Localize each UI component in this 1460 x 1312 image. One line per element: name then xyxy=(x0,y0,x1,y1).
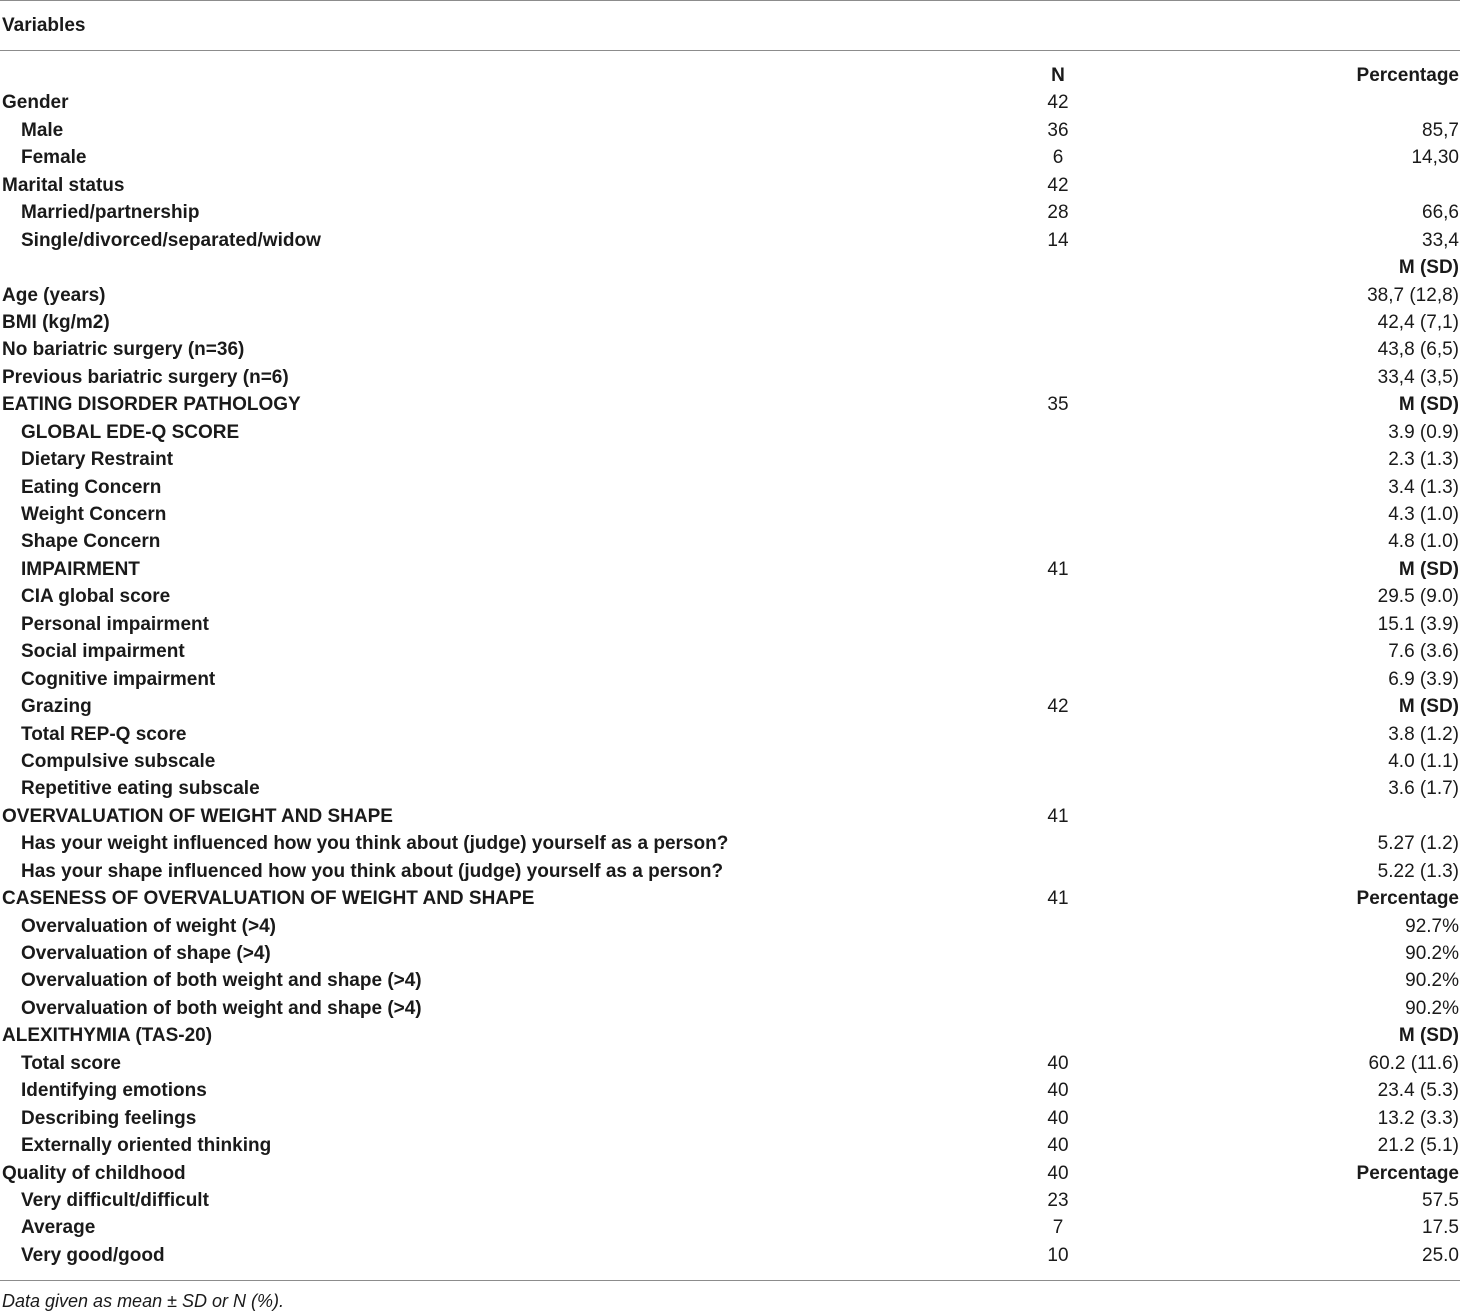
row-label: Overvaluation of shape (>4) xyxy=(21,943,271,964)
table-row xyxy=(0,172,1460,199)
row-label: GLOBAL EDE-Q SCORE xyxy=(21,421,240,443)
table-row xyxy=(0,940,1460,967)
row-label: ALEXITHYMIA (TAS-20) xyxy=(2,1025,213,1047)
row-label: Describing feelings xyxy=(21,1107,197,1129)
row-n-value: 28 xyxy=(1047,202,1069,224)
table-row xyxy=(0,885,1460,912)
table-row xyxy=(0,830,1460,857)
row-label: Externally oriented thinking xyxy=(21,1135,272,1157)
table-row xyxy=(0,638,1460,665)
top-rule xyxy=(0,0,1460,1)
table-row xyxy=(0,1050,1460,1077)
row-label: Male xyxy=(21,119,64,141)
row-value: 42,4 (7,1) xyxy=(1377,311,1459,333)
row-label: Single/divorced/separated/widow xyxy=(21,229,321,251)
row-label: CASENESS OF OVERVALUATION OF WEIGHT AND SHAPE xyxy=(2,888,535,910)
row-label: CIA global score xyxy=(21,586,171,608)
row-n-value: 36 xyxy=(1047,119,1069,141)
row-label: Eating Concern xyxy=(21,476,162,498)
row-label: Shape Concern xyxy=(21,531,161,553)
row-n-value: 10 xyxy=(1047,1244,1069,1266)
row-n-value: 40 xyxy=(1047,1052,1069,1074)
row-label: OVERVALUATION OF WEIGHT AND SHAPE xyxy=(2,805,393,827)
row-label: Compulsive subscale xyxy=(21,750,216,772)
row-label: No bariatric surgery (n=36) xyxy=(2,339,245,361)
row-n-value: 40 xyxy=(1047,1080,1069,1102)
row-value: 66,6 xyxy=(1422,202,1459,224)
row-value: Percentage xyxy=(1356,1162,1459,1184)
table-row xyxy=(0,1160,1460,1187)
row-value: Percentage xyxy=(1356,888,1459,910)
row-label: Very difficult/difficult xyxy=(21,1189,209,1211)
row-label: Female xyxy=(21,147,87,169)
row-label: Average xyxy=(21,1217,96,1239)
row-value: 4.0 (1.1) xyxy=(1388,750,1459,772)
row-label: Married/partnership xyxy=(21,202,200,224)
table-row xyxy=(0,995,1460,1022)
row-label: Total score xyxy=(21,1052,121,1074)
table-row xyxy=(0,1187,1460,1214)
row-label: Overvaluation of both weight and shape (>4) xyxy=(21,997,422,1019)
table-row xyxy=(0,1022,1460,1049)
row-n-value: 7 xyxy=(1052,1217,1064,1239)
table-row xyxy=(0,748,1460,775)
bottom-rule xyxy=(0,1280,1460,1281)
table-row xyxy=(0,309,1460,336)
row-value: 3.6 (1.7) xyxy=(1388,778,1459,800)
row-n-value: 41 xyxy=(1047,558,1069,580)
row-value: 15.1 (3.9) xyxy=(1377,613,1459,635)
row-value: 60.2 (11.6) xyxy=(1368,1052,1459,1074)
row-value: 92.7% xyxy=(1405,915,1459,937)
header-rule xyxy=(0,50,1460,51)
row-value: 7.6 (3.6) xyxy=(1388,641,1459,663)
row-n-value: 41 xyxy=(1047,805,1069,827)
table-row xyxy=(0,419,1460,446)
table-column-header-row xyxy=(0,62,1460,89)
table-row xyxy=(0,254,1460,281)
table-row xyxy=(0,913,1460,940)
column-header-percentage: Percentage xyxy=(1356,65,1459,86)
row-value: 38,7 (12,8) xyxy=(1367,284,1459,306)
row-n-value: 41 xyxy=(1047,888,1069,910)
row-label: Age (years) xyxy=(2,284,106,306)
table-row xyxy=(0,666,1460,693)
row-n-value: 42 xyxy=(1047,92,1069,114)
row-value: 57.5 xyxy=(1422,1189,1459,1211)
row-label: Total REP-Q score xyxy=(21,723,187,745)
row-value: 33,4 (3,5) xyxy=(1377,366,1459,388)
row-label: Has your shape influenced how you think about (judge) yourself as a person? xyxy=(21,860,724,882)
row-label: Social impairment xyxy=(21,641,185,663)
row-value: 6.9 (3.9) xyxy=(1388,668,1459,690)
row-value: 43,8 (6,5) xyxy=(1377,339,1459,361)
row-label: Has your weight influenced how you think about (judge) yourself as a person? xyxy=(21,833,729,855)
table-row xyxy=(0,391,1460,418)
row-value: 25.0 xyxy=(1422,1244,1459,1266)
row-value: 23.4 (5.3) xyxy=(1377,1080,1459,1102)
row-value: 5.22 (1.3) xyxy=(1377,860,1459,882)
row-value: M (SD) xyxy=(1398,394,1459,416)
table-row xyxy=(0,967,1460,994)
column-header-n: N xyxy=(1051,65,1065,86)
row-label: Marital status xyxy=(2,174,125,196)
row-label: Cognitive impairment xyxy=(21,668,216,690)
row-value: M (SD) xyxy=(1398,696,1459,718)
row-value: 3.9 (0.9) xyxy=(1388,421,1459,443)
table-row xyxy=(0,144,1460,171)
table-header-variables: Variables xyxy=(2,15,86,36)
row-label: Grazing xyxy=(21,696,92,718)
table-body xyxy=(0,62,1460,1269)
table-row xyxy=(0,89,1460,116)
row-label: Previous bariatric surgery (n=6) xyxy=(2,366,289,388)
row-value: 4.8 (1.0) xyxy=(1388,531,1459,553)
table-row xyxy=(0,364,1460,391)
row-label: Overvaluation of weight (>4) xyxy=(21,915,276,937)
row-n-value: 40 xyxy=(1047,1107,1069,1129)
row-n-value: 40 xyxy=(1047,1162,1069,1184)
row-value: 5.27 (1.2) xyxy=(1377,833,1459,855)
row-n-value: 14 xyxy=(1047,229,1069,251)
row-label: IMPAIRMENT xyxy=(21,558,140,580)
row-label: Dietary Restraint xyxy=(21,449,174,471)
row-label: Repetitive eating subscale xyxy=(21,778,260,800)
table-row xyxy=(0,199,1460,226)
row-n-value: 23 xyxy=(1047,1189,1069,1211)
row-label: BMI (kg/m2) xyxy=(2,311,110,333)
row-label: Quality of childhood xyxy=(2,1162,186,1184)
row-label: Gender xyxy=(2,92,69,114)
row-value: 17.5 xyxy=(1422,1217,1459,1239)
table-row xyxy=(0,611,1460,638)
row-value: 4.3 (1.0) xyxy=(1388,504,1459,525)
row-value: M (SD) xyxy=(1398,1025,1459,1047)
table-row xyxy=(0,721,1460,748)
table-row xyxy=(0,474,1460,501)
row-value: M (SD) xyxy=(1398,257,1459,279)
row-label: Overvaluation of both weight and shape (>4) xyxy=(21,970,422,992)
row-value: 21.2 (5.1) xyxy=(1377,1135,1459,1157)
table-row xyxy=(0,583,1460,610)
row-value: M (SD) xyxy=(1398,558,1459,580)
row-value: 3.4 (1.3) xyxy=(1388,476,1459,498)
table-row xyxy=(0,1242,1460,1269)
row-n-value: 42 xyxy=(1047,174,1069,196)
table-row xyxy=(0,803,1460,830)
table-row xyxy=(0,1077,1460,1104)
row-value: 13.2 (3.3) xyxy=(1377,1107,1459,1129)
row-value: 14,30 xyxy=(1411,147,1459,169)
table-row xyxy=(0,336,1460,363)
table-row xyxy=(0,117,1460,144)
row-n-value: 42 xyxy=(1047,696,1069,718)
table-row xyxy=(0,556,1460,583)
table-row xyxy=(0,1214,1460,1241)
row-label: Personal impairment xyxy=(21,613,209,635)
row-value: 90.2% xyxy=(1405,970,1459,992)
row-label: Identifying emotions xyxy=(21,1080,207,1102)
table-row xyxy=(0,775,1460,802)
row-n-value: 35 xyxy=(1047,394,1069,416)
table-row xyxy=(0,227,1460,254)
row-value: 33,4 xyxy=(1422,229,1459,251)
row-n-value: 6 xyxy=(1052,147,1064,169)
row-n-value: 40 xyxy=(1047,1135,1069,1157)
table-row xyxy=(0,693,1460,720)
row-label: EATING DISORDER PATHOLOGY xyxy=(2,394,301,416)
table-row xyxy=(0,446,1460,473)
table-row xyxy=(0,1132,1460,1159)
table-footnote: Data given as mean ± SD or N (%). xyxy=(2,1291,284,1311)
table-row xyxy=(0,528,1460,555)
row-value: 2.3 (1.3) xyxy=(1388,449,1459,471)
table-row xyxy=(0,501,1460,528)
row-value: 90.2% xyxy=(1405,997,1459,1019)
table-row xyxy=(0,1105,1460,1132)
row-value: 85,7 xyxy=(1422,119,1459,141)
row-value: 29.5 (9.0) xyxy=(1377,586,1459,608)
row-label: Weight Concern xyxy=(21,504,167,525)
table-row xyxy=(0,282,1460,309)
row-value: 90.2% xyxy=(1405,943,1459,964)
row-value: 3.8 (1.2) xyxy=(1388,723,1459,745)
row-label: Very good/good xyxy=(21,1244,165,1266)
table-row xyxy=(0,858,1460,885)
